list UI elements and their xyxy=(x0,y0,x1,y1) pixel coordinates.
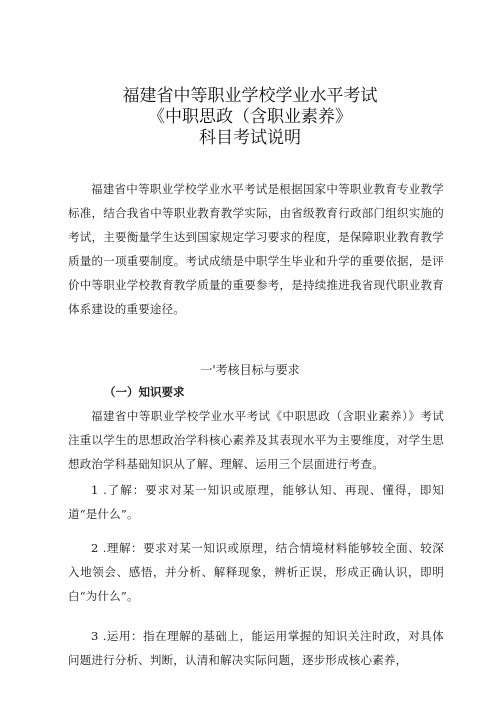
intro-section xyxy=(68,177,444,321)
item-comprehend: 2 .理解：要求对某一知识或原理，结合情境材料能够较全面、较深入地领会、感悟，并分析、解释现象，辨析正误，形成正确认识，即明白“为什么”。 xyxy=(68,541,444,603)
section-heading: 一'考核目标与要求 xyxy=(200,363,300,377)
item-understand-basic: 1 .了解：要求对某一知识或原理，能够认知、再现、懂得，即知道“是什么”。 xyxy=(68,483,444,521)
intro-paragraph: 福建省中等职业学校学业水平考试是根据国家中等职业教育专业教学标准，结合我省中等职业教育教学实际，由省级教育行政部门组织实施的考试，主要衡量学生达到国家规定学习要求的程度，是保障职业教育教学质量的一项重要制度。考试成绩是中职学生毕业和升学的重要依据，是评价中等职业学校教育教学质量的重要参考，是持续推进我省现代职业教育体系建设的重要途径。 xyxy=(68,182,444,316)
document-title xyxy=(0,86,500,149)
title-line-1: 福建省中等职业学校学业水平考试 xyxy=(122,86,378,106)
item-apply: 3 .运用：指在理解的基础上，能运用掌握的知识关注时政，对具体问题进行分析、判断，认清和解决实际问题，逐步形成核心素养， xyxy=(68,629,444,667)
knowledge-section xyxy=(68,404,444,672)
title-line-2: 《中职思政（含职业素养》 xyxy=(148,107,352,127)
title-line-3: 科目考试说明 xyxy=(199,128,301,148)
knowledge-intro-paragraph: 福建省中等职业学校学业水平考试《中职思政（含职业素养）》考试注重以学生的思想政治学科核心素养及其表现水平为主要维度，对学生思想政治学科基础知识从了解、理解、运用三个层面进行考查。 xyxy=(68,409,444,471)
subsection-heading: （一）知识要求 xyxy=(104,385,185,399)
